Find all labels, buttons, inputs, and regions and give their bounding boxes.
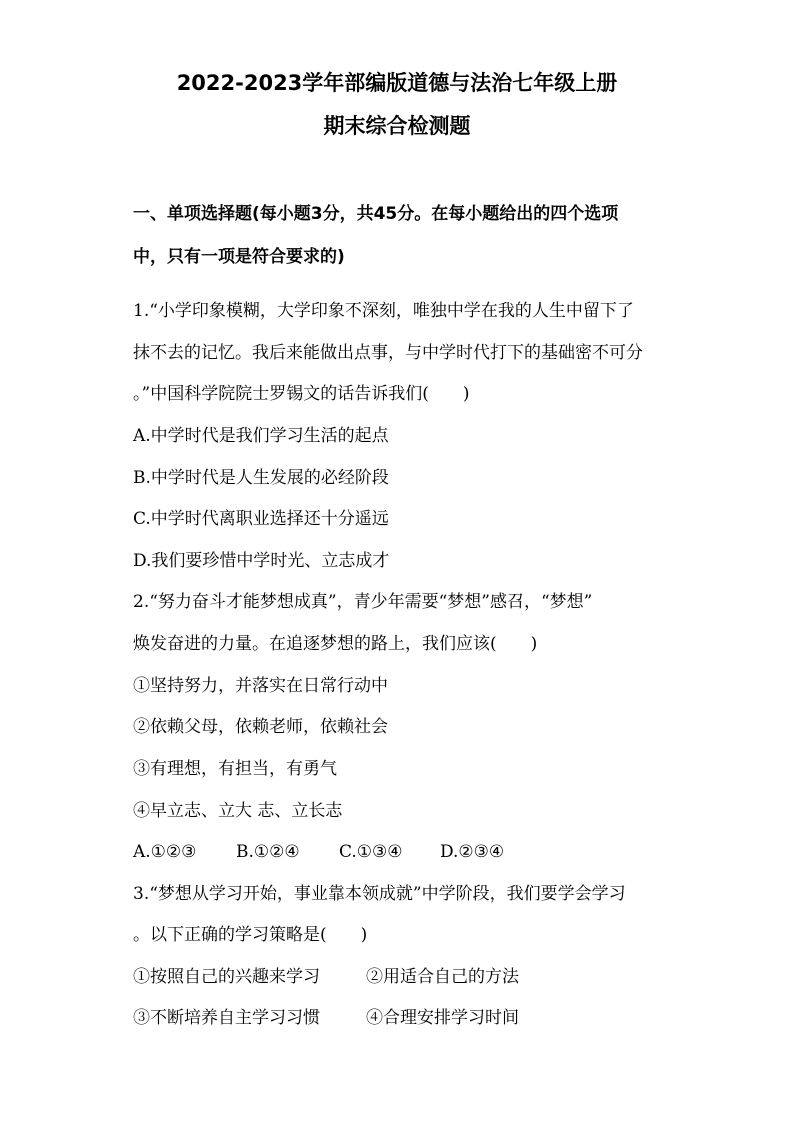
q2-item-4: ④早立志、立大 志、立长志 (133, 801, 343, 821)
q2-stem-line-2: 焕发奋进的力量。在追逐梦想的路上，我们应该( ) (133, 634, 538, 654)
q3-item-3: ③不断培养自主学习习惯 (133, 1008, 320, 1028)
q2-item-3: ③有理想，有担当，有勇气 (133, 759, 337, 779)
q3-stem-line-2: 。以下正确的学习策略是( ) (133, 925, 368, 945)
q3-item-4: ④合理安排学习时间 (366, 1008, 519, 1028)
q1-option-d: D.我们要珍惜中学时光、立志成才 (133, 551, 390, 571)
q2-item-1: ①坚持努力，并落实在日常行动中 (133, 676, 388, 696)
q1-option-b: B.中学时代是人生发展的必经阶段 (133, 468, 389, 488)
q1-stem-line-3: 。”中国科学院院士罗锡文的话告诉我们( ) (133, 384, 470, 404)
document-title: 2022-2023学年部编版道德与法治七年级上册 (176, 71, 618, 95)
q2-choices (133, 841, 504, 863)
q3-item-2: ②用适合自己的方法 (366, 967, 519, 987)
document-subtitle: 期末综合检测题 (323, 114, 471, 138)
q2-choice-d: D.②③④ (440, 842, 505, 862)
q1-option-a: A.中学时代是我们学习生活的起点 (133, 426, 389, 446)
section-heading-line-2: 中，只有一项是符合要求的) (133, 247, 345, 267)
q2-item-2: ②依赖父母，依赖老师，依赖社会 (133, 717, 388, 737)
q3-stem-line-1: 3.“梦想从学习开始，事业靠本领成就”中学阶段，我们要学会学习 (133, 884, 626, 904)
q1-stem-line-2: 抹不去的记忆。我后来能做出点事，与中学时代打下的基础密不可分 (133, 343, 643, 363)
q2-stem-line-1: 2.“努力奋斗才能梦想成真”，青少年需要“梦想”感召，“梦想” (133, 592, 593, 612)
q3-item-1: ①按照自己的兴趣来学习 (133, 967, 320, 987)
section-heading-line-1: 一、单项选择题(每小题3分，共45分。在每小题给出的四个选项 (133, 204, 619, 224)
q3-items-row-1 (133, 966, 519, 988)
q2-choice-b: B.①②④ (236, 842, 300, 862)
q1-option-c: C.中学时代离职业选择还十分遥远 (133, 509, 389, 529)
q3-items-row-2 (133, 1007, 519, 1029)
q1-stem-line-1: 1.“小学印象模糊，大学印象不深刻，唯独中学在我的人生中留下了 (133, 301, 634, 321)
q2-choice-c: C.①③④ (339, 842, 403, 862)
q2-choice-a: A.①②③ (133, 842, 197, 862)
